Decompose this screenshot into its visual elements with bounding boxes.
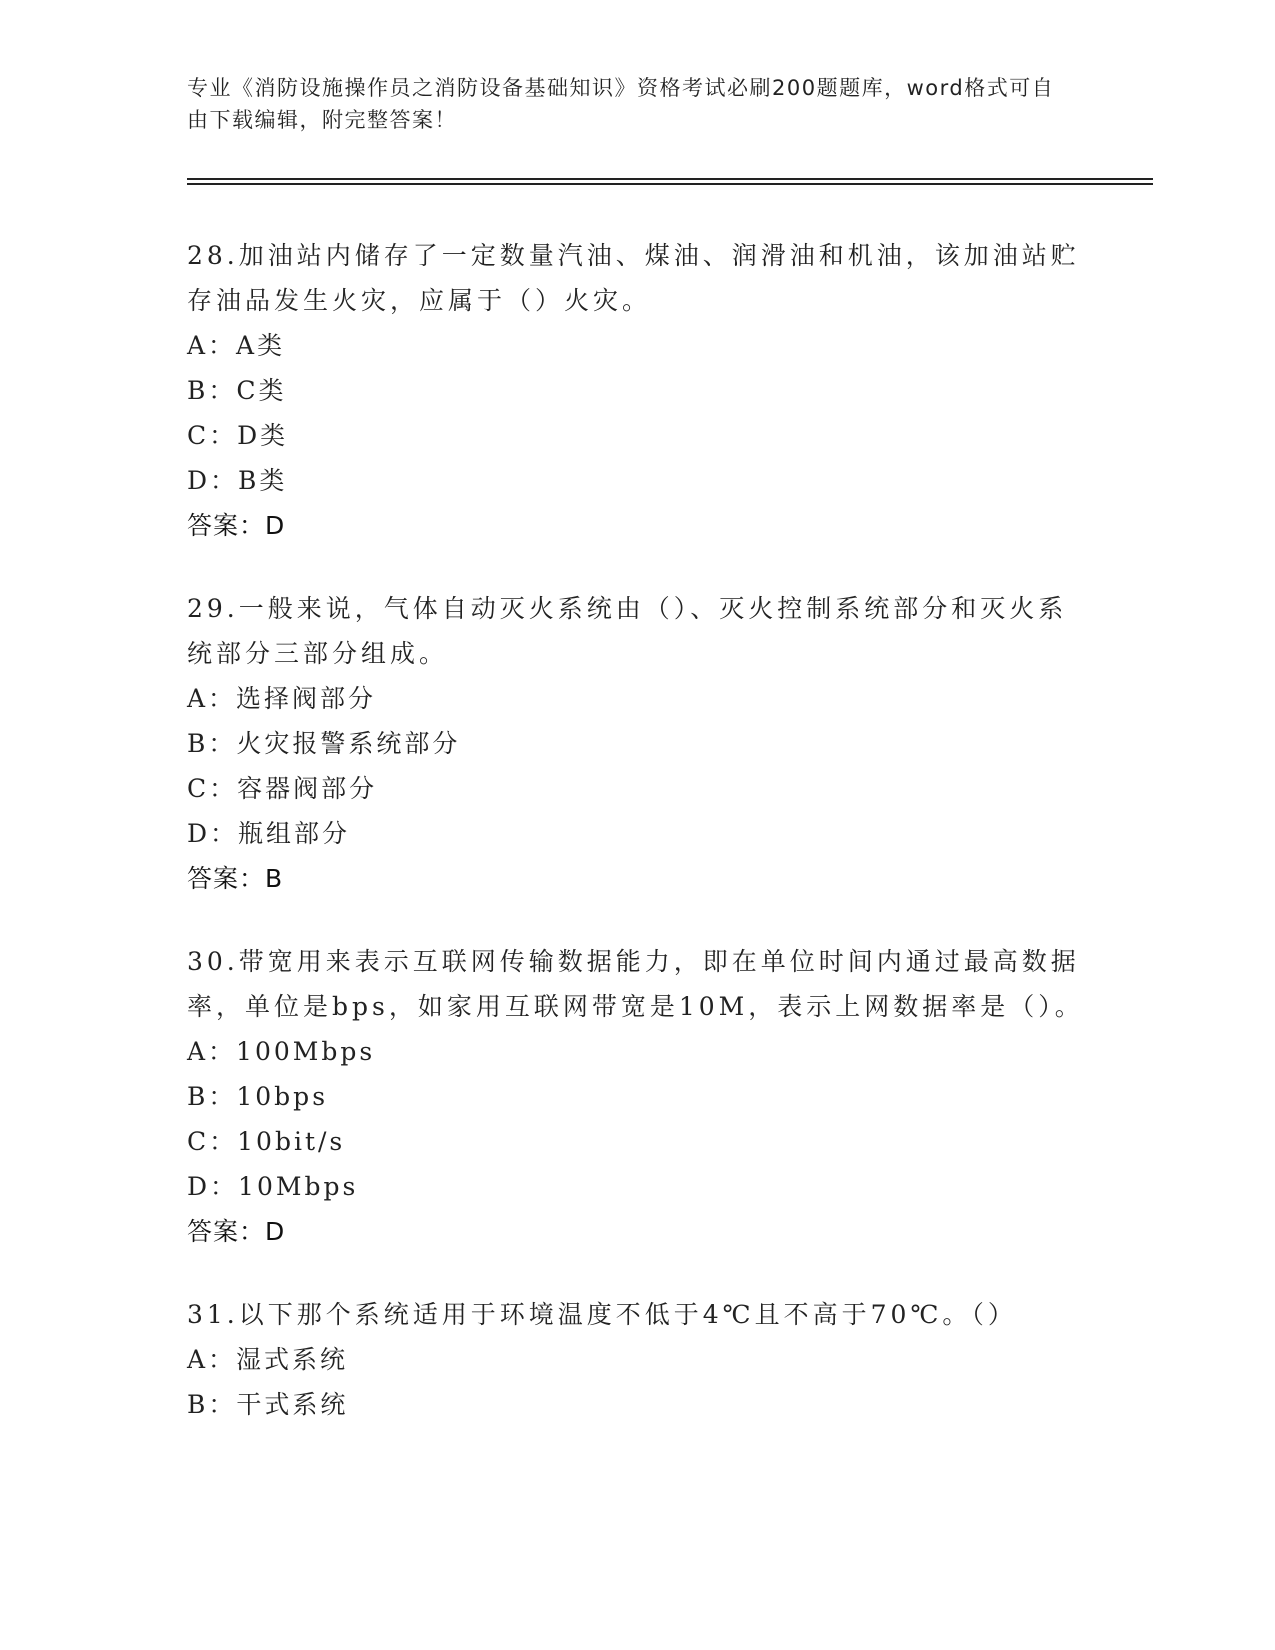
question-list [187, 233, 1087, 1465]
question-28 [187, 233, 1087, 548]
option-b: B：10bps [187, 1082, 329, 1111]
option-b: B：火灾报警系统部分 [187, 729, 461, 758]
header-rule-bottom [187, 183, 1153, 185]
question-stem: 29.一般来说，气体自动灭火系统由（）、灭火控制系统部分和灭火系统部分三部分组成。 [187, 594, 1068, 668]
option-c: C：容器阀部分 [187, 774, 378, 803]
answer: 答案：D [187, 511, 286, 540]
option-b: B：干式系统 [187, 1390, 349, 1419]
option-c: C：D类 [187, 421, 289, 450]
header-rule-top [187, 178, 1153, 180]
option-a: A：100Mbps [187, 1037, 376, 1066]
question-29 [187, 586, 1087, 901]
question-31 [187, 1292, 1087, 1427]
answer: 答案：B [187, 864, 284, 893]
option-a: A：湿式系统 [187, 1345, 349, 1374]
option-c: C：10bit/s [187, 1127, 346, 1156]
answer: 答案：D [187, 1217, 286, 1246]
option-a: A：选择阀部分 [187, 684, 377, 713]
document-header: 专业《消防设施操作员之消防设备基础知识》资格考试必刷200题题库，word格式可自由下载编辑，附完整答案！ [187, 76, 1055, 132]
question-stem: 28.加油站内储存了一定数量汽油、煤油、润滑油和机油，该加油站贮存油品发生火灾，应属于（）火灾。 [187, 241, 1080, 315]
question-stem: 30.带宽用来表示互联网传输数据能力，即在单位时间内通过最高数据率，单位是bps，如家用互联网带宽是10M，表示上网数据率是（）。 [187, 947, 1084, 1021]
option-d: D：瓶组部分 [187, 819, 351, 848]
question-30 [187, 939, 1087, 1254]
option-a: A：A类 [187, 331, 286, 360]
option-d: D：B类 [187, 466, 288, 495]
question-stem: 31.以下那个系统适用于环境温度不低于4℃且不高于70℃。（） [187, 1300, 1017, 1329]
option-d: D：10Mbps [187, 1172, 359, 1201]
option-b: B：C类 [187, 376, 287, 405]
